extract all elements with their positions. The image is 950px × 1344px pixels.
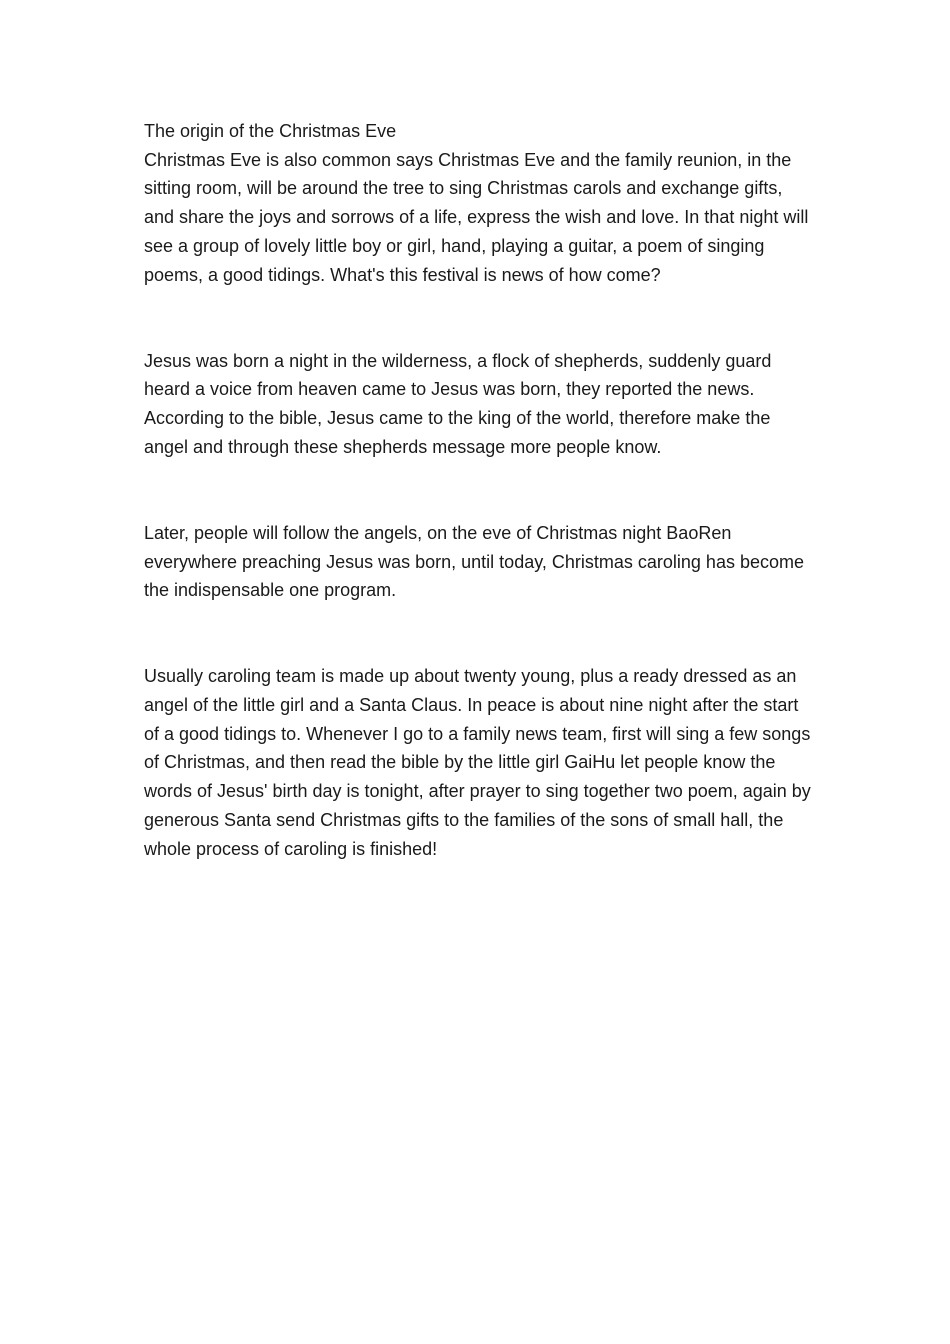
paragraph-1: Christmas Eve is also common says Christmas Eve and the family reunion, in the sitting room, will be around the tree to sing Christmas carols and exchange gifts, and share the joys and sorrows of a life, express the wish and love. In that night will see a group of lovely little boy or girl, hand, playing a guitar, a poem of singing poems, a good tidings. What's this festival is news of how come? [144,149,809,285]
document-body [144,117,812,863]
paragraph-4: Usually caroling team is made up about twenty young, plus a ready dressed as an angel of the little girl and a Santa Claus. In peace is about nine night after the start of a good tidings to. Whenever I go to a family news team, first will sing a few songs of Christmas, and then read the bible by the little girl GaiHu let people know the words of Jesus' birth day is tonight, after prayer to sing together two poem, again by generous Santa send Christmas gifts to the families of the sons of small hall, the whole process of caroling is finished! [144,666,811,859]
document-title: The origin of the Christmas Eve [144,121,397,141]
paragraph-2: Jesus was born a night in the wilderness, a flock of shepherds, suddenly guard heard a voice from heaven came to Jesus was born, they reported the news. According to the bible, Jesus came to the king of the world, therefore make the angel and through these shepherds message more people know. [144,350,772,457]
paragraph-3: Later, people will follow the angels, on the eve of Christmas night BaoRen everywhere preaching Jesus was born, until today, Christmas caroling has become the indispensable one program. [144,522,804,601]
